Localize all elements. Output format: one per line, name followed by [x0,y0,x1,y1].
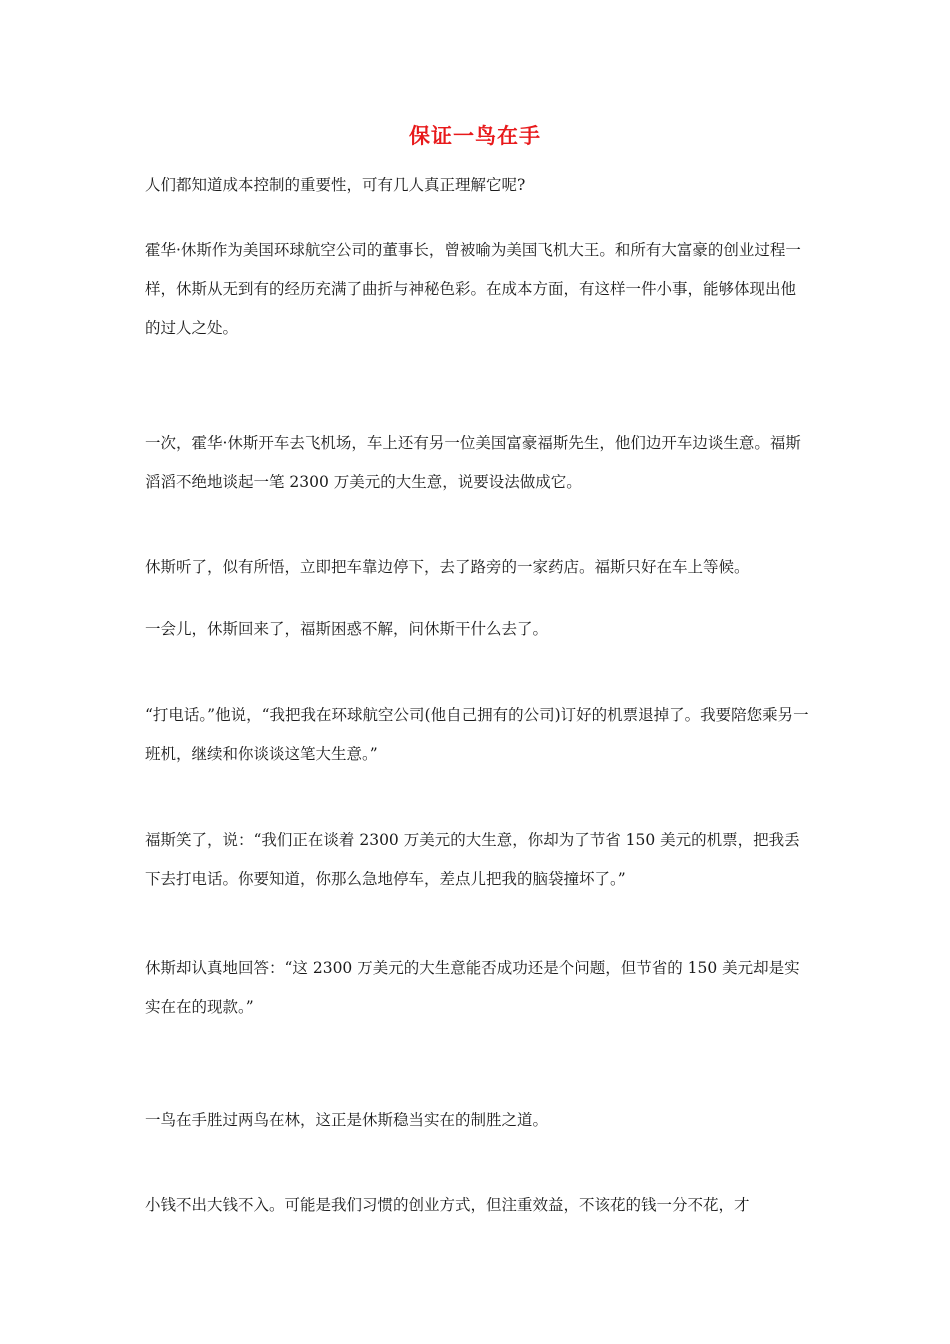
paragraph-stop-at-pharmacy: 休斯听了，似有所悟，立即把车靠边停下，去了路旁的一家药店。福斯只好在车上等候。 [145,558,750,576]
paragraph-hughes-returns: 一会儿，休斯回来了，福斯困惑不解，问休斯干什么去了。 [145,620,549,638]
paragraph-intro: 人们都知道成本控制的重要性，可有几人真正理解它呢? [145,176,526,194]
paragraph-small-money: 小钱不出大钱不入。可能是我们习惯的创业方式，但注重效益，不该花的钱一分不花，才 [145,1196,750,1214]
paragraph-drive-to-airport: 一次，霍华·休斯开车去飞机场，车上还有另一位美国富豪福斯先生，他们边开车边谈生意。福斯滔滔不绝地谈起一笔 2300 万美元的大生意，说要设法做成它。 [145,434,801,491]
paragraph-bird-in-hand: 一鸟在手胜过两鸟在林，这正是休斯稳当实在的制胜之道。 [145,1111,549,1129]
paragraph-hughes-background: 霍华·休斯作为美国环球航空公司的董事长，曾被喻为美国飞机大王。和所有大富豪的创业过程一样，休斯从无到有的经历充满了曲折与神秘色彩。在成本方面，有这样一件小事，能够体现出他的过人之处。 [145,241,801,337]
document-title: 保证一鸟在手 [409,124,541,148]
paragraph-hughes-answer: 休斯却认真地回答：“这 2300 万美元的大生意能否成功还是个问题，但节省的 150 美元却是实实在在的现款。” [145,959,800,1016]
paragraph-fuss-laughs: 福斯笑了，说：“我们正在谈着 2300 万美元的大生意，你却为了节省 150 美元的机票，把我丢下去打电话。你要知道，你那么急地停车，差点儿把我的脑袋撞坏了。” [145,831,800,888]
paragraph-phone-call: “打电话。”他说，“我把我在环球航空公司(他自己拥有的公司)订好的机票退掉了。我要陪您乘另一班机，继续和你谈谈这笔大生意。” [145,706,809,763]
